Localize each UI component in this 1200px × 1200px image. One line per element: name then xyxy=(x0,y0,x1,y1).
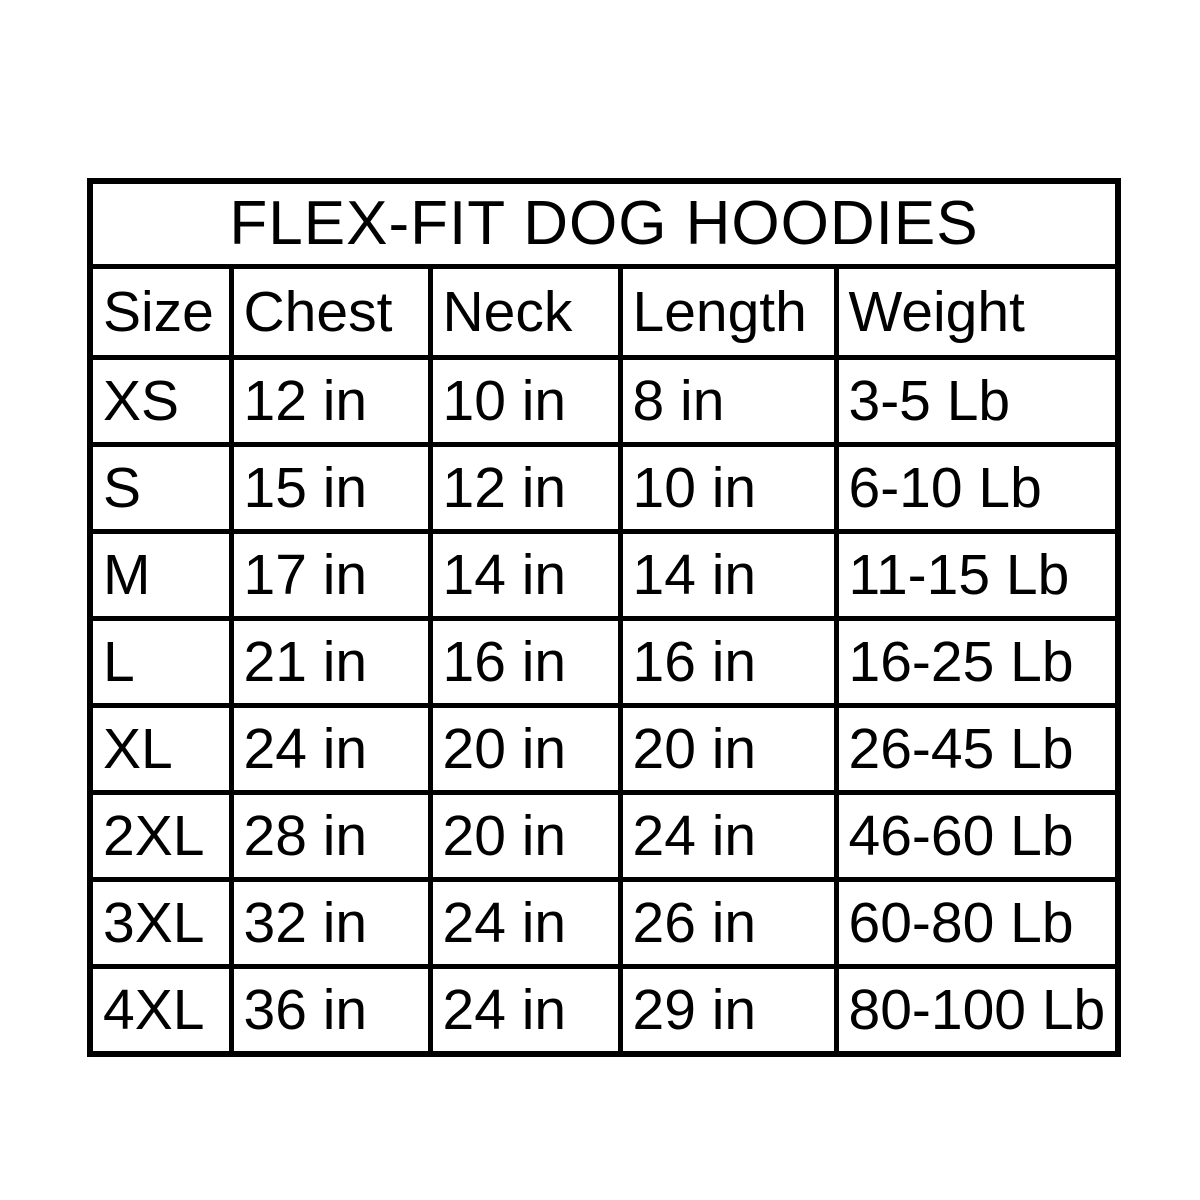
table-cell: 28 in xyxy=(231,793,430,880)
table-cell: 3XL xyxy=(90,880,231,967)
table-cell: 12 in xyxy=(430,445,620,532)
table-cell: 16-25 Lb xyxy=(836,619,1118,706)
table-cell: 80-100 Lb xyxy=(836,967,1118,1055)
table-cell: XS xyxy=(90,358,231,445)
table-cell: 12 in xyxy=(231,358,430,445)
table-cell: 20 in xyxy=(620,706,836,793)
table-cell: 20 in xyxy=(430,706,620,793)
column-header-weight: Weight xyxy=(836,267,1118,358)
table-cell: 8 in xyxy=(620,358,836,445)
table-cell: 4XL xyxy=(90,967,231,1055)
table-cell: 32 in xyxy=(231,880,430,967)
table-cell: 26-45 Lb xyxy=(836,706,1118,793)
table-cell: XL xyxy=(90,706,231,793)
table-cell: 24 in xyxy=(430,880,620,967)
table-cell: 29 in xyxy=(620,967,836,1055)
table-row xyxy=(90,793,1118,880)
table-row xyxy=(90,445,1118,532)
table-cell: 14 in xyxy=(620,532,836,619)
table-cell: 16 in xyxy=(620,619,836,706)
size-chart-table xyxy=(87,178,1121,1057)
table-cell: 24 in xyxy=(231,706,430,793)
table-cell: 11-15 Lb xyxy=(836,532,1118,619)
table-header-row xyxy=(90,267,1118,358)
column-header-neck: Neck xyxy=(430,267,620,358)
table-cell: 21 in xyxy=(231,619,430,706)
table-cell: 10 in xyxy=(430,358,620,445)
table-cell: S xyxy=(90,445,231,532)
table-cell: 20 in xyxy=(430,793,620,880)
table-cell: 36 in xyxy=(231,967,430,1055)
table-cell: 17 in xyxy=(231,532,430,619)
table-row xyxy=(90,880,1118,967)
chart-title: FLEX-FIT DOG HOODIES xyxy=(90,181,1118,267)
column-header-chest: Chest xyxy=(231,267,430,358)
table-cell: 16 in xyxy=(430,619,620,706)
column-header-size: Size xyxy=(90,267,231,358)
table-cell: 24 in xyxy=(430,967,620,1055)
table-row xyxy=(90,358,1118,445)
table-row xyxy=(90,532,1118,619)
table-row xyxy=(90,619,1118,706)
table-row xyxy=(90,706,1118,793)
table-cell: 2XL xyxy=(90,793,231,880)
table-cell: 14 in xyxy=(430,532,620,619)
table-cell: 46-60 Lb xyxy=(836,793,1118,880)
table-cell: 3-5 Lb xyxy=(836,358,1118,445)
table-row xyxy=(90,967,1118,1055)
table-cell: 24 in xyxy=(620,793,836,880)
table-cell: L xyxy=(90,619,231,706)
table-cell: 26 in xyxy=(620,880,836,967)
table-title-row xyxy=(90,181,1118,267)
table-cell: 10 in xyxy=(620,445,836,532)
column-header-length: Length xyxy=(620,267,836,358)
table-cell: 6-10 Lb xyxy=(836,445,1118,532)
table-cell: 60-80 Lb xyxy=(836,880,1118,967)
table-cell: M xyxy=(90,532,231,619)
table-cell: 15 in xyxy=(231,445,430,532)
